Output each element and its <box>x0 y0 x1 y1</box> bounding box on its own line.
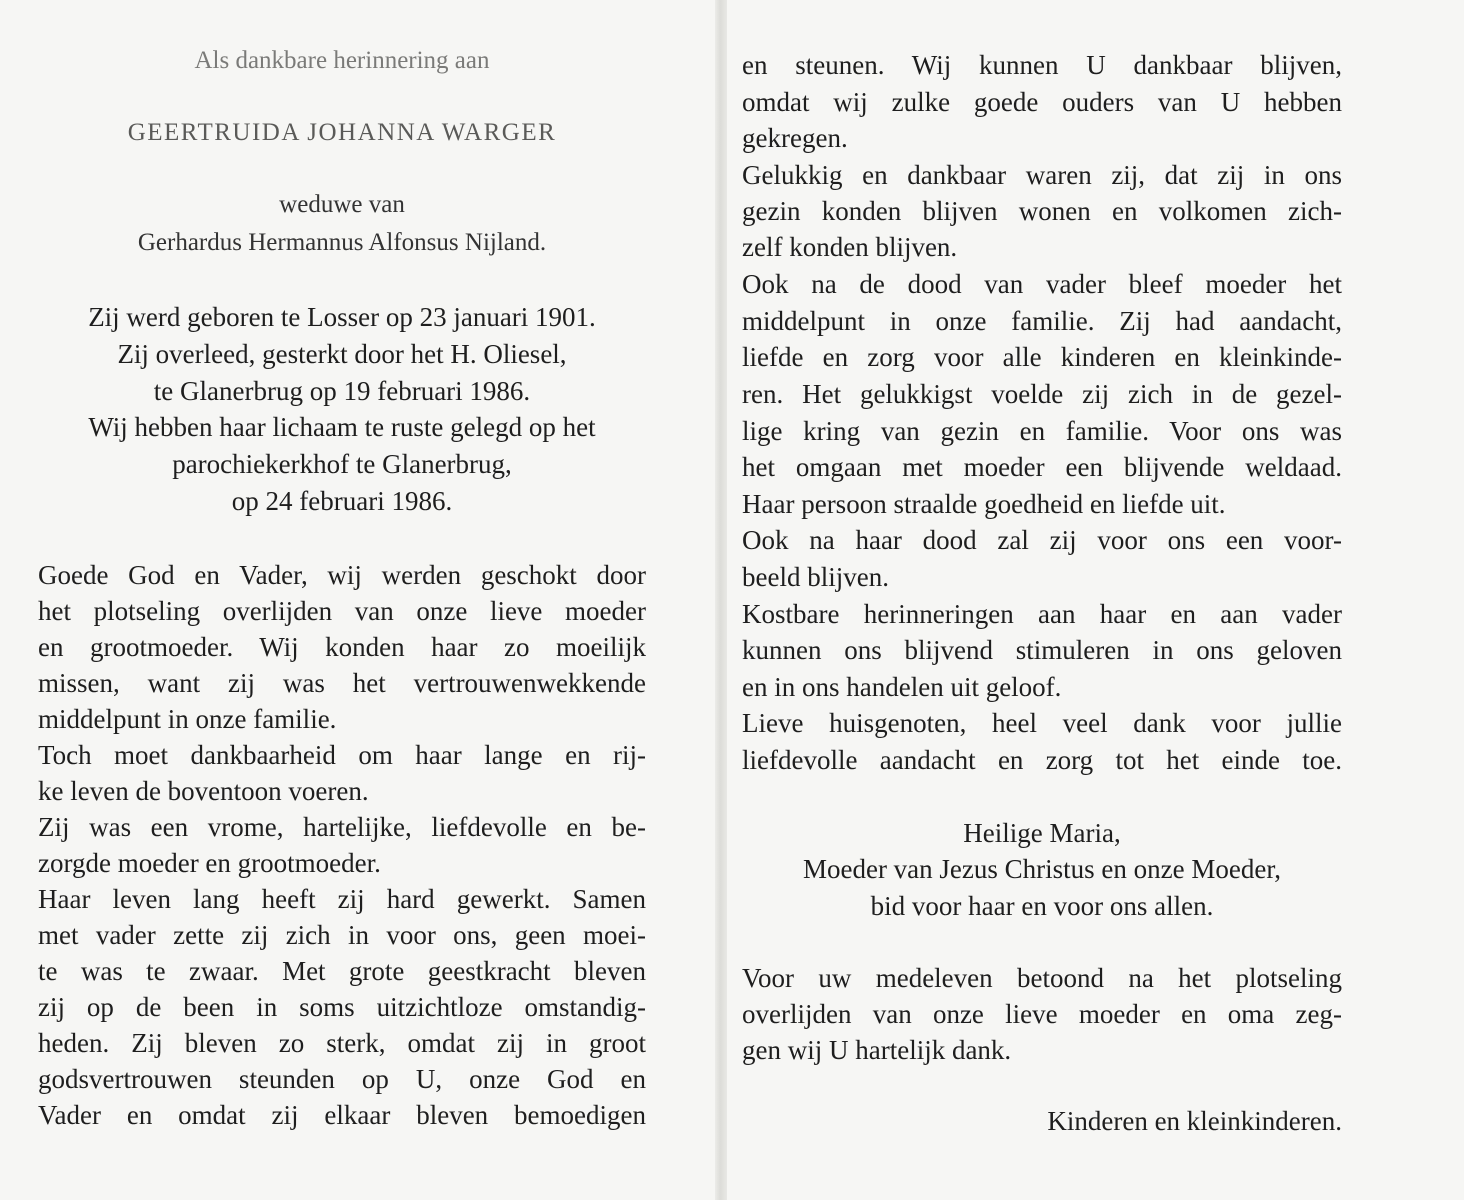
detail-line: Zij overleed, gesterkt door het H. Oliesel, <box>117 339 567 369</box>
body-line: Gelukkig en dankbaar waren zij, dat zij in ons <box>742 160 1342 190</box>
widow-of-label: weduwe van <box>279 191 405 218</box>
body-line: liefde en zorg voor alle kinderen en kleinkinde- <box>742 342 1342 372</box>
body-line: omdat wij zulke goede ouders van U hebben <box>742 87 1342 117</box>
header-text: Als dankbare herinnering aan <box>194 47 490 74</box>
prayer-line: bid voor haar en voor ons allen. <box>870 891 1214 921</box>
detail-line: te Glanerbrug op 19 februari 1986. <box>153 376 531 406</box>
body-line: met vader zette zij zich in voor ons, geen moei- <box>38 920 646 950</box>
body-line: ren. Het gelukkigst voelde zij zich in de gezel- <box>742 379 1342 409</box>
body-line: godsvertrouwen steunden op U, onze God en <box>38 1064 646 1094</box>
thanks-line: overlijden van onze lieve moeder en oma zeg- <box>742 999 1342 1029</box>
body-line: gezin konden blijven wonen en volkomen zich- <box>742 196 1342 226</box>
body-line: beeld blijven. <box>742 562 889 592</box>
body-line: Haar leven lang heeft zij hard gewerkt. Samen <box>38 884 646 914</box>
body-line: het omgaan met moeder een blijvende weldaad. <box>742 452 1342 482</box>
body-line: en steunen. Wij kunnen U dankbaar blijven, <box>742 50 1342 80</box>
body-line: Vader en omdat zij elkaar bleven bemoedigen <box>38 1100 646 1130</box>
body-line: ke leven de boventoon voeren. <box>38 776 369 806</box>
body-line: Haar persoon straalde goedheid en liefde uit. <box>742 489 1226 519</box>
deceased-name: GEERTRUIDA JOHANNA WARGER <box>127 119 557 146</box>
prayer-line: Moeder van Jezus Christus en onze Moeder, <box>802 854 1282 884</box>
body-line: Lieve huisgenoten, heel veel dank voor jullie <box>742 708 1342 738</box>
body-line: zij op de been in soms uitzichtloze omstandig- <box>38 992 646 1022</box>
body-line: Ook na haar dood zal zij voor ons een voor- <box>742 525 1342 555</box>
body-line: kunnen ons blijvend stimuleren in ons geloven <box>742 635 1342 665</box>
body-line: zelf konden blijven. <box>742 232 958 262</box>
body-line: het plotseling overlijden van onze lieve moeder <box>38 596 646 626</box>
thanks-line: gen wij U hartelijk dank. <box>742 1035 1012 1065</box>
body-line: en in ons handelen uit geloof. <box>742 672 1062 702</box>
detail-line: parochiekerkhof te Glanerbrug, <box>172 449 512 479</box>
body-line: Zij was een vrome, hartelijke, liefdevolle en be- <box>38 812 646 842</box>
body-line: Ook na de dood van vader bleef moeder het <box>742 269 1342 299</box>
body-line: gekregen. <box>742 123 848 153</box>
detail-line: op 24 februari 1986. <box>231 486 453 516</box>
body-line: middelpunt in onze familie. <box>38 704 337 734</box>
body-line: heden. Zij bleven zo sterk, omdat zij in groot <box>38 1028 646 1058</box>
card-fold <box>715 0 727 1200</box>
detail-line: Wij hebben haar lichaam te ruste gelegd op het <box>88 412 596 442</box>
prayer-line: Heilige Maria, <box>963 818 1121 848</box>
body-line: Toch moet dankbaarheid om haar lange en rij- <box>38 740 646 770</box>
body-line: liefdevolle aandacht en zorg tot het einde toe. <box>742 745 1342 775</box>
detail-line: Zij werd geboren te Losser op 23 januari 1901. <box>88 302 596 332</box>
body-line: lige kring van gezin en familie. Voor ons was <box>742 416 1342 446</box>
husband-name: Gerhardus Hermannus Alfonsus Nijland. <box>137 229 547 256</box>
body-line: en grootmoeder. Wij konden haar zo moeilijk <box>38 632 646 662</box>
body-line: zorgde moeder en grootmoeder. <box>38 848 381 878</box>
body-line: te was te zwaar. Met grote geestkracht bleven <box>38 956 646 986</box>
thanks-line: Voor uw medeleven betoond na het plotseling <box>742 963 1342 993</box>
body-line: missen, want zij was het vertrouwenwekkende <box>38 668 646 698</box>
body-line: Kostbare herinneringen aan haar en aan vader <box>742 599 1342 629</box>
body-line: middelpunt in onze familie. Zij had aandacht, <box>742 306 1342 336</box>
signature: Kinderen en kleinkinderen. <box>1047 1106 1342 1136</box>
body-line: Goede God en Vader, wij werden geschokt door <box>38 560 646 590</box>
